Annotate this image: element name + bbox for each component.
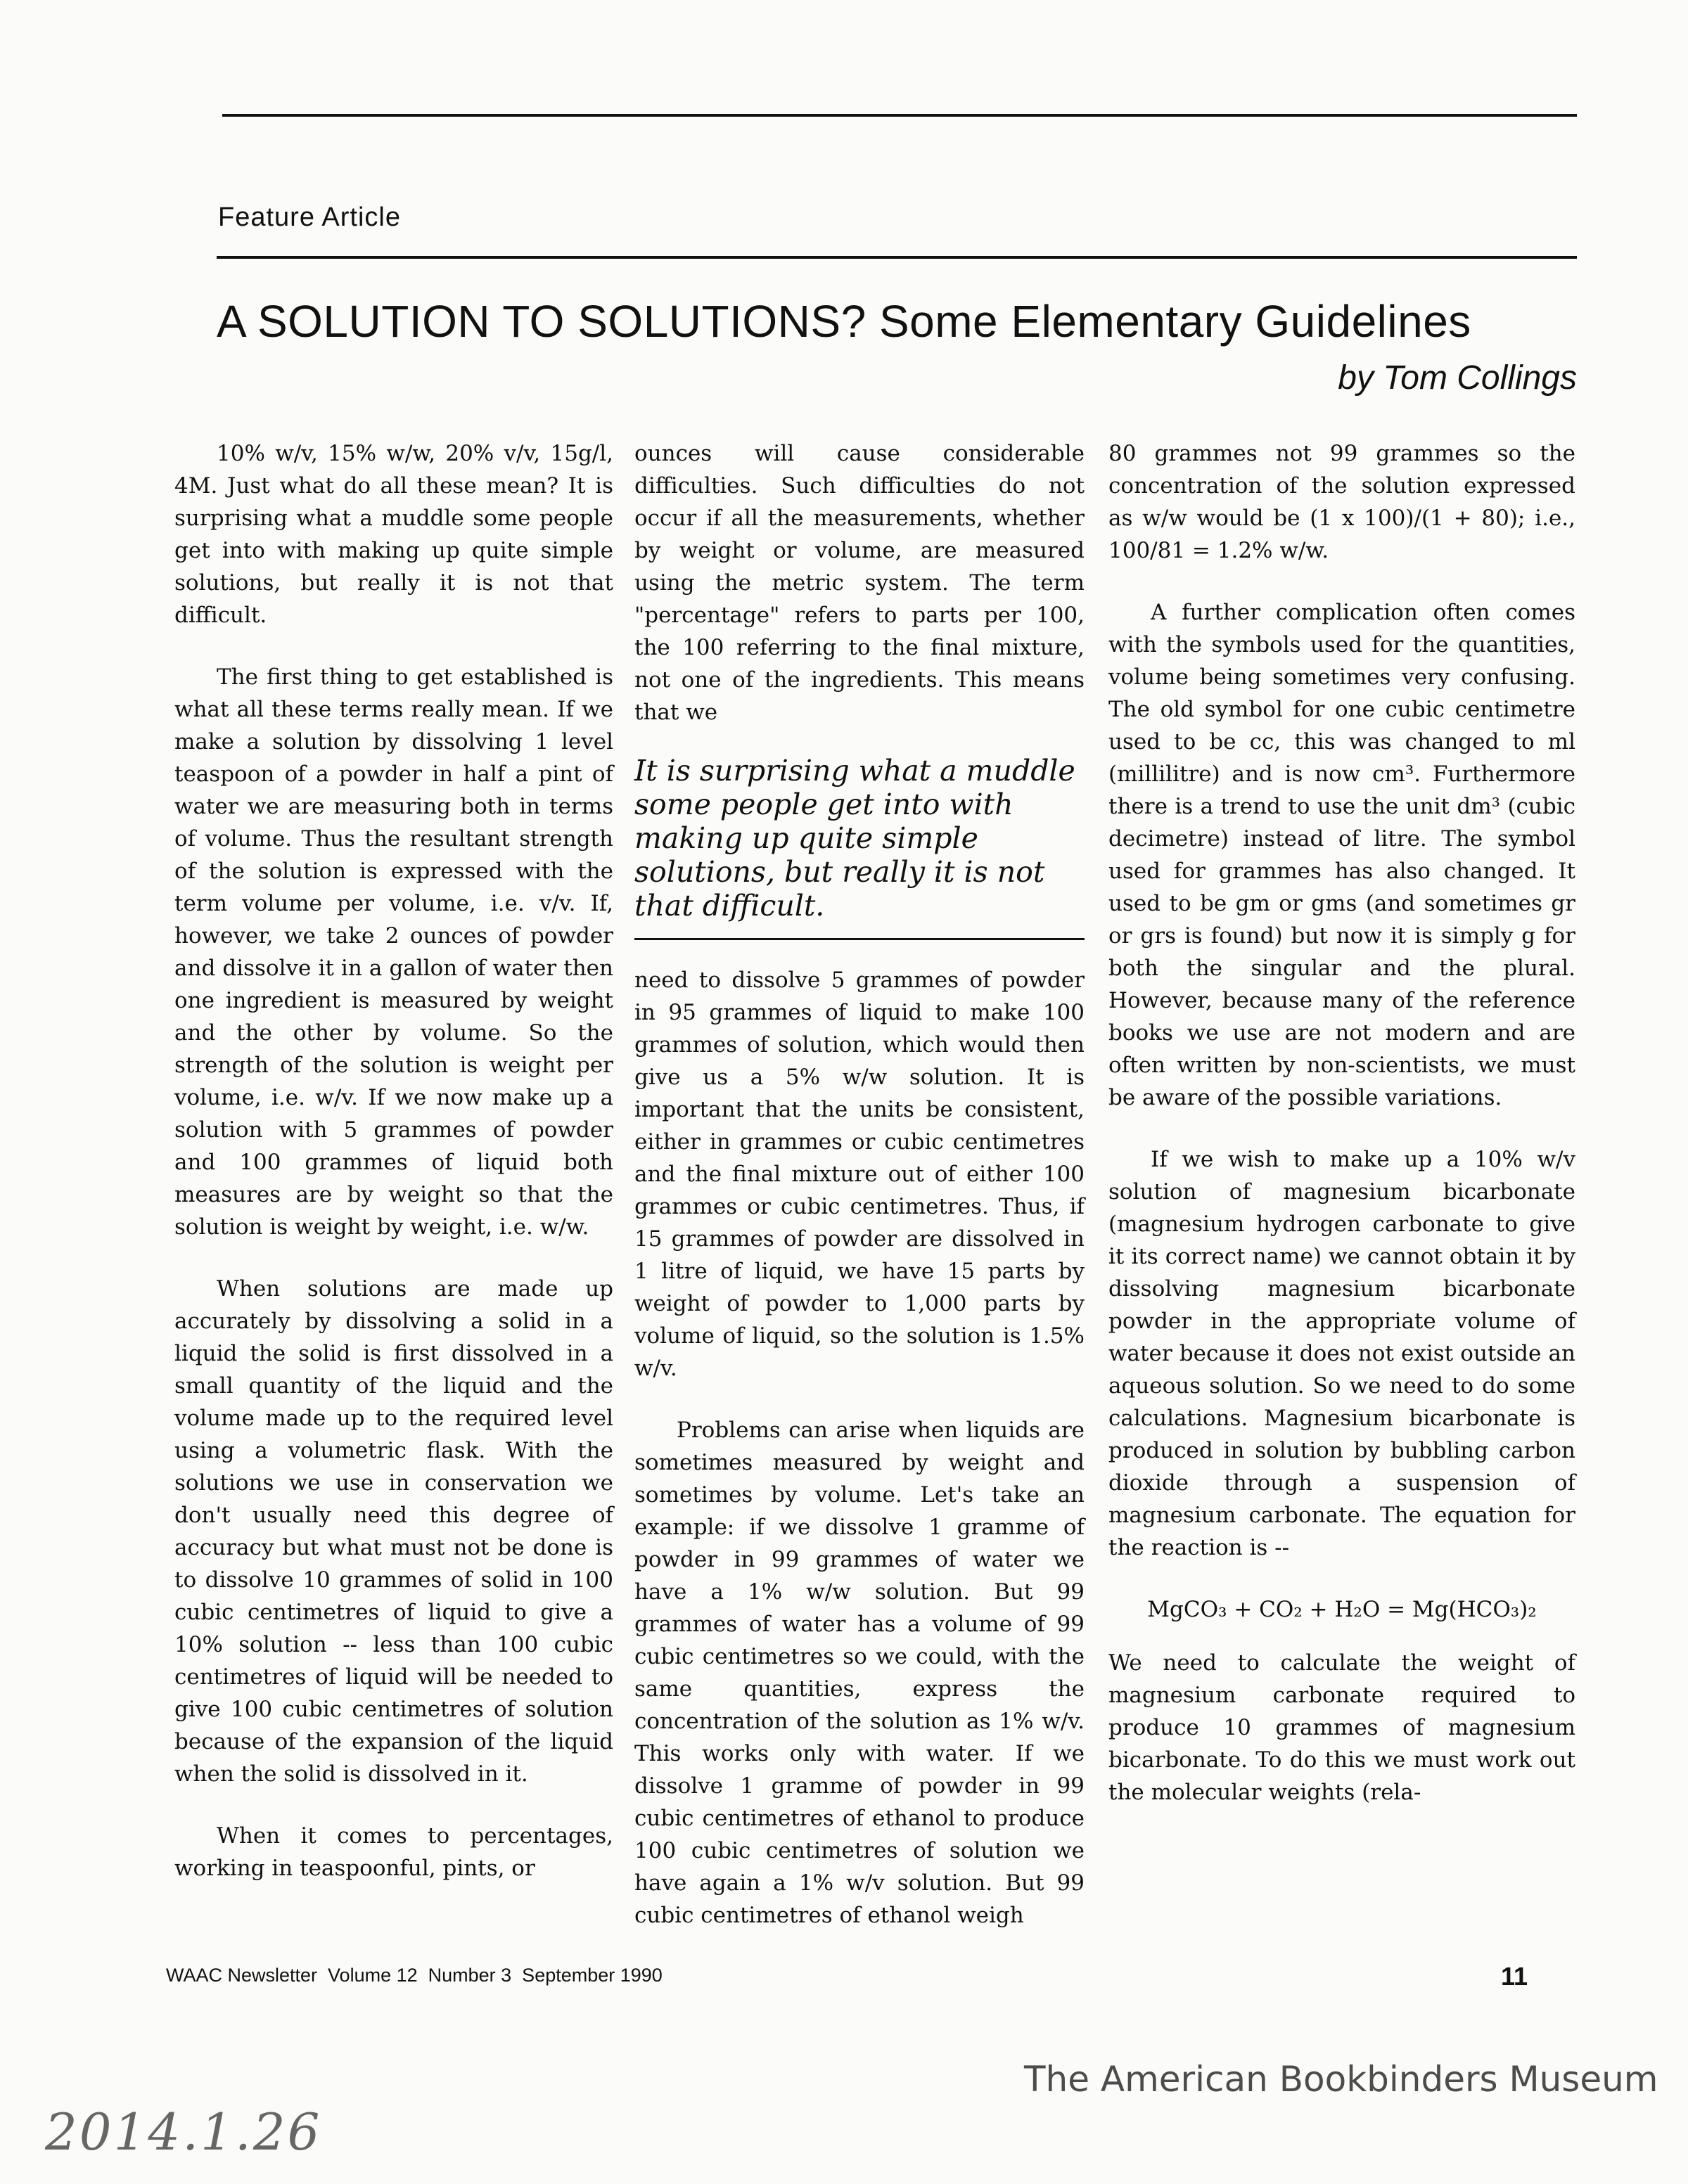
paragraph: need to dissolve 5 grammes of powder in 95 grammes of liquid to make 100 grammes of solution, which would then give us a 5% w/w solution. It is important that the units be consistent, either in grammes or cubic centimetres and the final mixture out of either 100 grammes or cubic centimetres. Thus, if 15 grammes of powder are dissolved in 1 litre of liquid, we have 15 parts by weight of powder to 1,000 parts by volume of liquid, so the solution is 1.5% w/v. [634, 968, 1085, 1381]
watermark: The American Bookbinders Museum [1024, 2059, 1658, 2100]
paragraph: Problems can arise when liquids are sometimes measured by weight and sometimes by volume. Let's take an example: if we dissolve 1 gramme of powder in 99 grammes of water we have a 1% w/w solution. But 99 grammes of water has a volume of 99 cubic centimetres so we could, with the same quantities, express the concentration of the solution as 1% w/v. This works only with water. If we dissolve 1 gramme of powder in 99 cubic centimetres of ethanol to produce 100 cubic centimetres of solution we have again a 1% w/v solution. But 99 cubic centimetres of ethanol weigh [634, 1418, 1085, 1928]
page-number: 11 [1500, 1962, 1528, 1991]
paragraph: ounces will cause considerable difficulties. Such difficulties do not occur if all the measurements, whether by weight or volume, are measured using the metric system. The term "percentage" refers to parts per 100, the 100 referring to the final mixture, not one of the ingredients. This means that we [634, 441, 1085, 725]
chemical-equation: MgCO₃ + CO₂ + H₂O = Mg(HCO₃)₂ [1147, 1597, 1537, 1622]
footer-publication: WAAC Newsletter Volume 12 Number 3 September 1990 [166, 1965, 663, 1986]
article-column-2 [634, 437, 1085, 1961]
pull-quote: It is surprising what a muddle some people get into with making up quite simple solutions, but really it is not that difficult. [634, 750, 1085, 940]
paragraph: 80 grammes not 99 grammes so the concentration of the solution expressed as w/w would be (1 x 100)/(1 + 80); i.e., 100/81 = 1.2% w/w. [1108, 441, 1575, 563]
header-rule [217, 256, 1577, 259]
paragraph: If we wish to make up a 10% w/v solution of magnesium bicarbonate (magnesium hydrogen carbonate to give it its correct name) we cannot obtain it by dissolving magnesium bicarbonate powder in the appropriate volume of water because it does not exist outside an aqueous solution. So we need to do some calculations. Magnesium bicarbonate is produced in solution by bubbling carbon dioxide through a suspension of magnesium carbonate. The equation for the reaction is -- [1108, 1147, 1575, 1560]
article-title: A SOLUTION TO SOLUTIONS? Some Elementary Guidelines [217, 296, 1471, 347]
paragraph: A further complication often comes with the symbols used for the quantities, volume being sometimes very confusing. The old symbol for one cubic centimetre used to be cc, this was changed to ml (millilitre) and is now cm³. Furthermore there is a trend to use the unit dm³ (cubic decimetre) instead of litre. The symbol used for grammes has also changed. It used to be gm or gms (and sometimes gr or grs is found) but now it is simply g for both the singular and the plural. However, because many of the reference books we use are not modern and are often written by non-scientists, we must be aware of the possible variations. [1108, 600, 1575, 1110]
article-column-3 [1108, 437, 1575, 1838]
paragraph: When solutions are made up accurately by dissolving a solid in a liquid the solid is first dissolved in a small quantity of the liquid and the volume made up to the required level using a volumetric flask. With the solutions we use in conservation we don't usually need this degree of accuracy but what must not be done is to dissolve 10 grammes of solid in 100 cubic centimetres of liquid to give a 10% solution -- less than 100 cubic centimetres of liquid will be needed to give 100 cubic centimetres of solution because of the expansion of the liquid when the solid is dissolved in it. [174, 1276, 613, 1787]
article-byline: by Tom Collings [1338, 359, 1577, 397]
article-column-1 [174, 437, 613, 1914]
top-rule [222, 114, 1577, 117]
section-label: Feature Article [218, 203, 401, 232]
paragraph: We need to calculate the weight of magnesium carbonate required to produce 10 grammes of magnesium bicarbonate. To do this we must work out the molecular weights (rela- [1108, 1650, 1575, 1805]
accession-number: 2014.1.26 [45, 2102, 322, 2161]
paragraph: 10% w/v, 15% w/w, 20% v/v, 15g/l, 4M. Just what do all these mean? It is surprising what a muddle some people get into with making up quite simple solutions, but really it is not that difficult. [174, 441, 613, 628]
paragraph: When it comes to percentages, working in teaspoonful, pints, or [174, 1823, 613, 1881]
paragraph: The first thing to get established is what all these terms really mean. If we make a solution by dissolving 1 level teaspoon of a powder in half a pint of water we are measuring both in terms of volume. Thus the resultant strength of the solution is expressed with the term volume per volume, i.e. v/v. If, however, we take 2 ounces of powder and dissolve it in a gallon of water then one ingredient is measured by weight and the other by volume. So the strength of the solution is weight per volume, i.e. w/v. If we now make up a solution with 5 grammes of powder and 100 grammes of liquid both measures are by weight so that the solution is weight by weight, i.e. w/w. [174, 664, 613, 1240]
